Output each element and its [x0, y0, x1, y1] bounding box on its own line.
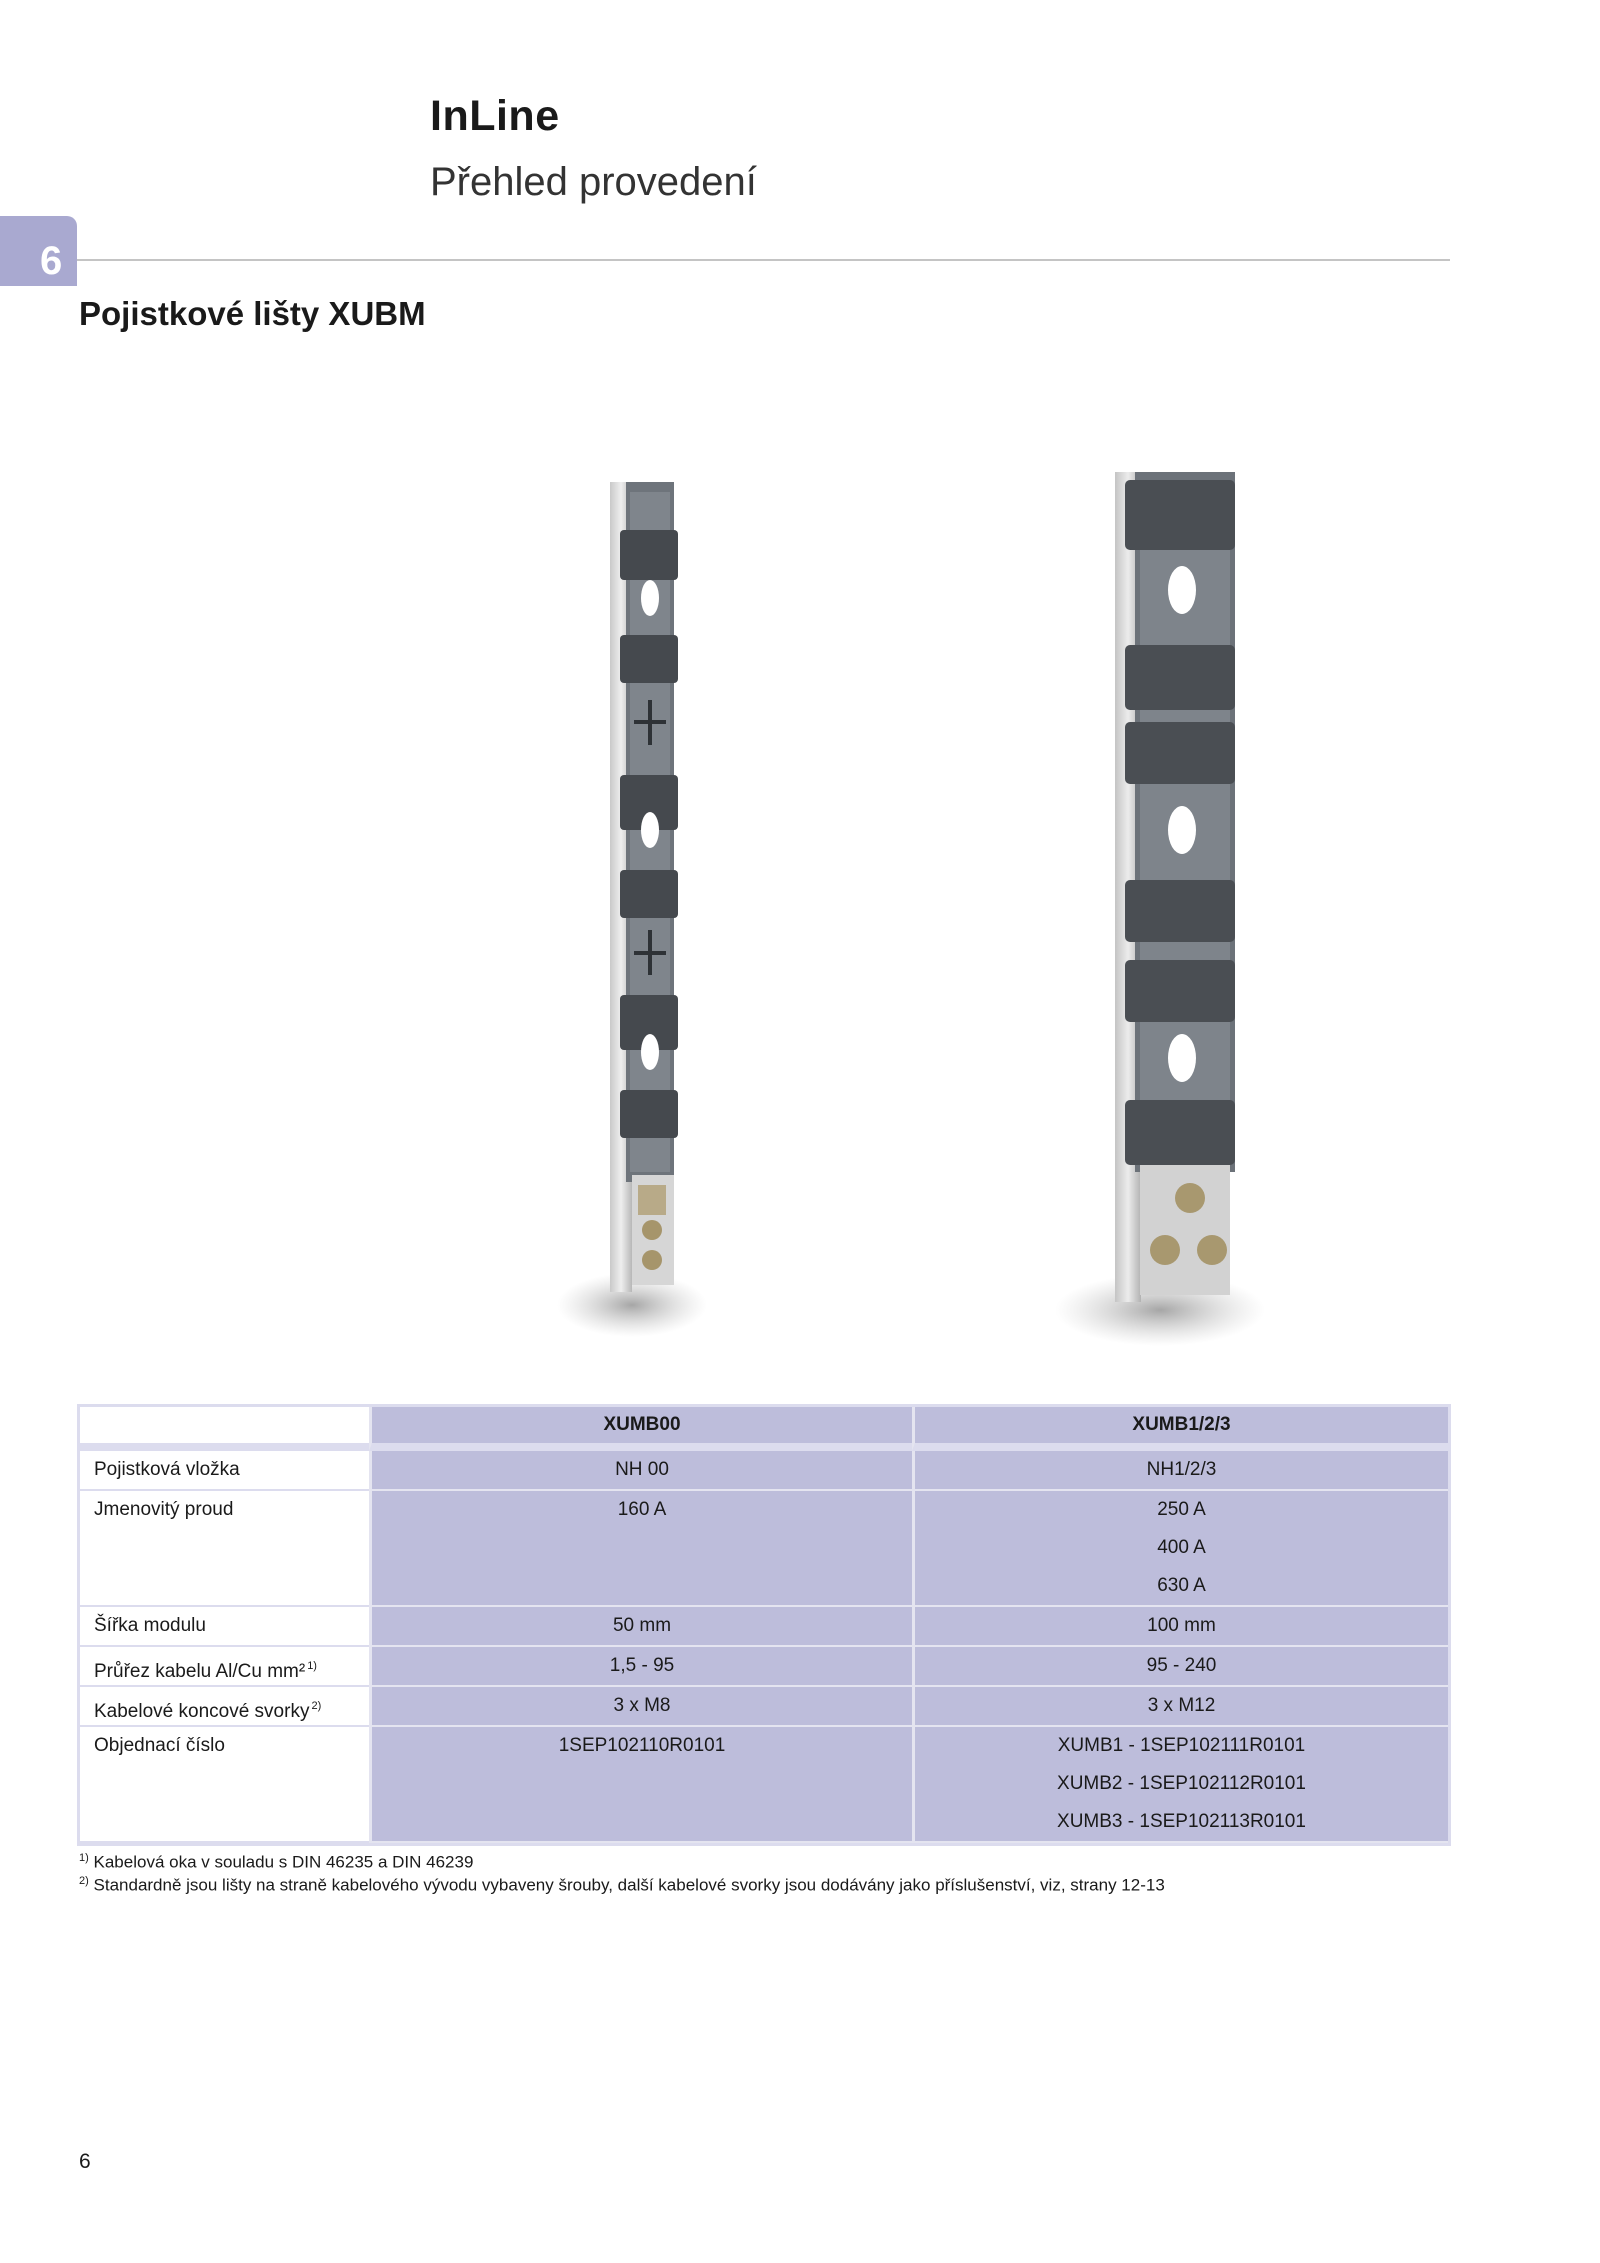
row-label-text [94, 1451, 369, 1489]
cell-xumb00 [369, 1687, 912, 1727]
cell-value: XUMB2 - 1SEP102112R0101 [1057, 1773, 1306, 1794]
row-label-text [94, 1687, 369, 1725]
row-label-value: Objednací číslo [94, 1735, 225, 1756]
cell-value: XUMB3 - 1SEP102113R0101 [1057, 1811, 1306, 1832]
cell-value: 400 A [1157, 1537, 1206, 1558]
cell-value: 100 mm [1147, 1615, 1216, 1636]
table-header-row [80, 1407, 1448, 1451]
cell-value: NH 00 [615, 1459, 669, 1480]
cell-value: NH1/2/3 [1146, 1459, 1217, 1480]
column-header-xumb00: XUMB00 [369, 1407, 912, 1451]
row-label [80, 1607, 369, 1647]
footnote-2 [79, 1875, 1165, 1896]
cell-value: 630 A [1157, 1575, 1206, 1596]
footnote-1 [79, 1852, 473, 1873]
footnote-reference: 2) [311, 1700, 322, 1712]
cell-xumb00 [369, 1727, 912, 1843]
cell-value: 3 x M8 [613, 1695, 671, 1716]
row-label-value: Pojistková vložka [94, 1459, 240, 1480]
table-row [80, 1687, 1448, 1727]
cell-value: 95 - 240 [1146, 1655, 1217, 1676]
xumb00-product-photo [540, 470, 720, 1350]
cell-value: 3 x M12 [1147, 1695, 1216, 1716]
row-label-text [94, 1647, 369, 1685]
page-number: 6 [79, 2150, 91, 2173]
xumb123-product-photo [1040, 460, 1280, 1360]
row-label-text [94, 1727, 369, 1765]
cell-value: 1SEP102110R0101 [558, 1735, 726, 1756]
cell-value: 250 A [1157, 1499, 1206, 1520]
cell-value: 50 mm [612, 1615, 672, 1636]
cell-xumb123 [912, 1727, 1448, 1843]
row-label-value: Jmenovitý proud [94, 1499, 234, 1520]
cell-xumb00 [369, 1607, 912, 1647]
row-label [80, 1491, 369, 1607]
column-header-xumb123: XUMB1/2/3 [912, 1407, 1448, 1451]
table-row [80, 1607, 1448, 1647]
table-row [80, 1451, 1448, 1491]
table-row [80, 1727, 1448, 1843]
row-label-text [94, 1491, 369, 1529]
row-label [80, 1451, 369, 1491]
section-title: Pojistkové lišty XUBM [79, 295, 426, 332]
row-label-text [94, 1607, 369, 1645]
table-row [80, 1647, 1448, 1687]
footnote-mark: 2) [79, 1875, 89, 1887]
row-label [80, 1727, 369, 1843]
footnote-text: Standardně jsou lišty na straně kabelového vývodu vybaveny šrouby, další kabelové svorky jsou dodávány jako příslušenství, viz, strany 12-13 [93, 1875, 1165, 1895]
row-label [80, 1647, 369, 1687]
cell-xumb123 [912, 1491, 1448, 1607]
cell-value: 1,5 - 95 [609, 1655, 675, 1676]
cell-value: XUMB1 - 1SEP102111R0101 [1057, 1735, 1306, 1756]
page-subtitle: Přehled provedení [430, 160, 757, 204]
table-header-blank [80, 1407, 369, 1451]
chapter-tab: 6 [0, 216, 77, 286]
cell-xumb00 [369, 1647, 912, 1687]
header-divider [77, 259, 1450, 261]
spec-table [77, 1404, 1451, 1846]
brand-title: InLine [430, 92, 560, 140]
row-label [80, 1687, 369, 1727]
row-label-value: Kabelové koncové svorky [94, 1701, 310, 1722]
cell-xumb123 [912, 1607, 1448, 1647]
table-row [80, 1491, 1448, 1607]
cell-xumb123 [912, 1647, 1448, 1687]
cell-value: 160 A [617, 1499, 667, 1520]
cell-xumb123 [912, 1451, 1448, 1491]
cell-xumb00 [369, 1491, 912, 1607]
cell-xumb00 [369, 1451, 912, 1491]
row-label-value: Průřez kabelu Al/Cu mm² [94, 1661, 306, 1682]
footnote-mark: 1) [79, 1852, 89, 1864]
footnote-reference: 1) [307, 1660, 317, 1672]
cell-xumb123 [912, 1687, 1448, 1727]
footnote-text: Kabelová oka v souladu s DIN 46235 a DIN 46239 [93, 1852, 474, 1872]
row-label-value: Šířka modulu [94, 1615, 206, 1636]
